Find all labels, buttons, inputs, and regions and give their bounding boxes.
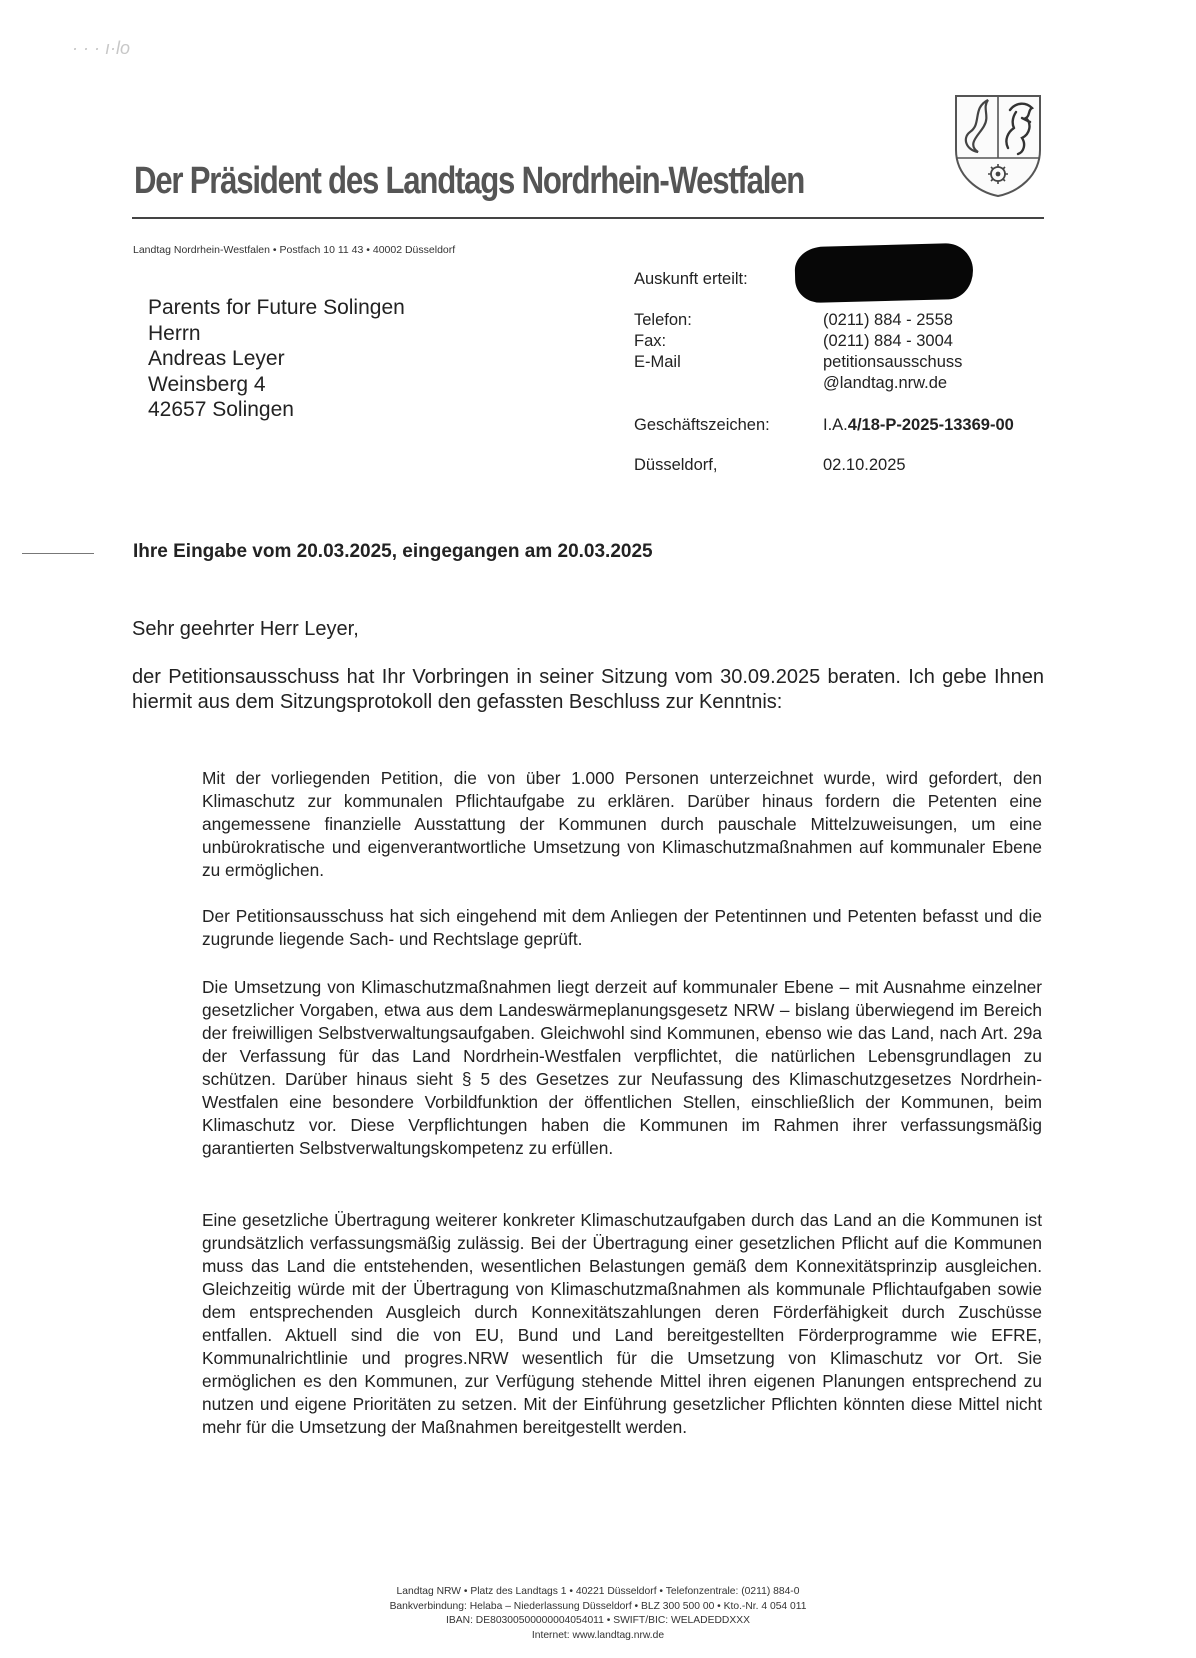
geschaeftszeichen-label: Geschäftszeichen: [634,416,770,434]
footer-address: Landtag NRW • Platz des Landtags 1 • 40221 Düsseldorf • Telefonzentrale: (0211) 884-0 [396,1586,800,1597]
geschaeftszeichen-prefix: I.A. [823,416,848,434]
resolution-paragraph: Die Umsetzung von Klimaschutzmaßnahmen liegt derzeit auf kommunaler Ebene – mit Ausnahme einzelner gesetzlicher Vorgaben, etwa aus dem Landeswärmeplanungsgesetz NRW – bislang überwiegend im Bereich der freiwilligen Selbstverwaltungsaufgaben. Gleichwohl sind Kommunen, ebenso wie das Land, nach Art. 29a der Verfassung für das Land Nordrhein-Westfalen verpflichtet, die natürlichen Lebensgrundlagen zu schützen. Darüber hinaus sieht § 5 des Gesetzes zur Neufassung des Klimaschutzgesetzes Nordrhein-Westfalen eine besondere Vorbildfunktion der öffentlichen Stellen, einschließlich der Kommunen, beim Klimaschutz vor. Diese Verpflichtungen haben die Kommunen im Rahmen ihrer verfassungsmäßig garantierten Selbstverwaltungskompetenz zu erfüllen. [202,977,1042,1158]
letterhead-divider [132,217,1044,219]
resolution-paragraph: Der Petitionsausschuss hat sich eingehend mit dem Anliegen der Petentinnen und Petenten befasst und die zugrunde liegende Sach- und Rechtslage geprüft. [202,906,1042,949]
salutation: Sehr geehrter Herr Leyer, [132,618,359,640]
recipient-line: Herrn [148,321,201,345]
fold-mark [22,553,94,554]
recipient-address [148,295,405,423]
auskunft-label: Auskunft erteilt: [634,270,748,288]
telefon-value: (0211) 884 - 2558 [823,311,953,329]
date-value: 02.10.2025 [823,456,906,474]
geschaeftszeichen-value [823,416,1014,435]
geschaeftszeichen-number: 4/18-P-2025-13369-00 [847,416,1014,434]
recipient-line: Andreas Leyer [148,347,285,370]
letter-footer [230,1585,966,1643]
telefon-label: Telefon: [634,311,692,329]
footer-website: Internet: www.landtag.nrw.de [531,1629,665,1641]
resolution-paragraph: Mit der vorliegenden Petition, die von über 1.000 Personen unterzeichnet wurde, wird gefordert, den Klimaschutz zur kommunalen Pflichtaufgabe zu erklären. Darüber hinaus fordern die Petenten eine angemessene finanzielle Ausstattung der Kommunen durch pauschale Mittelzuweisungen, um eine unbürokratische und eigenverantwortliche Umsetzung von Klimaschutzmaßnahmen auf kommunaler Ebene zu ermöglichen. [202,768,1042,880]
recipient-line: Parents for Future Solingen [148,296,405,319]
recipient-line: 42657 Solingen [148,398,294,421]
subject-line: Ihre Eingabe vom 20.03.2025, eingegangen am 20.03.2025 [133,541,653,562]
redaction-mark [794,243,973,304]
nrw-coat-of-arms-icon [952,88,1044,198]
letterhead-title: Der Präsident des Landtags Nordrhein-Westfalen [134,160,805,202]
recipient-line: Weinsberg 4 [148,372,266,396]
intro-paragraph: der Petitionsausschuss hat Ihr Vorbringen in seiner Sitzung vom 30.09.2025 beraten. Ich gebe Ihnen hiermit aus dem Sitzungsprotokoll den gefassten Beschluss zur Kenntnis: [132,666,1044,713]
handwritten-mark: · · · ı·lo [72,38,130,58]
footer-iban: IBAN: DE80300500000004054011 • SWIFT/BIC: WELADEDDXXX [446,1615,750,1627]
email-label: E-Mail [634,353,681,371]
email-value-line2: @landtag.nrw.de [823,374,948,392]
footer-bank: Bankverbindung: Helaba – Niederlassung Düsseldorf • BLZ 300 500 00 • Kto.-Nr. 4 054 011 [389,1600,807,1612]
sender-address-line: Landtag Nordrhein-Westfalen • Postfach 10 11 43 • 40002 Düsseldorf [133,244,456,256]
email-value-line1: petitionsausschuss [823,353,963,371]
resolution-paragraph: Eine gesetzliche Übertragung weiterer konkreter Klimaschutzaufgaben durch das Land an die Kommunen ist grundsätzlich verfassungsmäßig zulässig. Bei der Übertragung einer gesetzlichen Pflicht auf die Kommunen muss das Land die entstehenden, wesentlichen Belastungen gemäß dem Konnexitätsprinzip ausgleichen. Gleichzeitig würde mit der Übertragung von Klimaschutzmaßnahmen als kommunale Pflichtaufgaben sowie dem entsprechenden Ausgleich durch Konnexitätszahlungen deren Förderfähigkeit durch Zuschüsse entfallen. Aktuell sind die von EU, Bund und Land bereitgestellten Förderprogramme wie EFRE, Kommunalrichtlinie und progres.NRW wesentlich für die Umsetzung von Klimaschutz vor Ort. Sie ermöglichen es den Kommunen, zur Verfügung stehende Mittel ihren eigenen Planungen entsprechend zu nutzen und eigene Prioritäten zu setzen. Mit der Einführung gesetzlicher Pflichten könnten diese Mittel nicht mehr für die Umsetzung der Maßnahmen bereitgestellt werden. [202,1210,1042,1437]
place-label: Düsseldorf, [634,456,718,474]
fax-value: (0211) 884 - 3004 [823,332,953,350]
fax-label: Fax: [634,332,667,350]
